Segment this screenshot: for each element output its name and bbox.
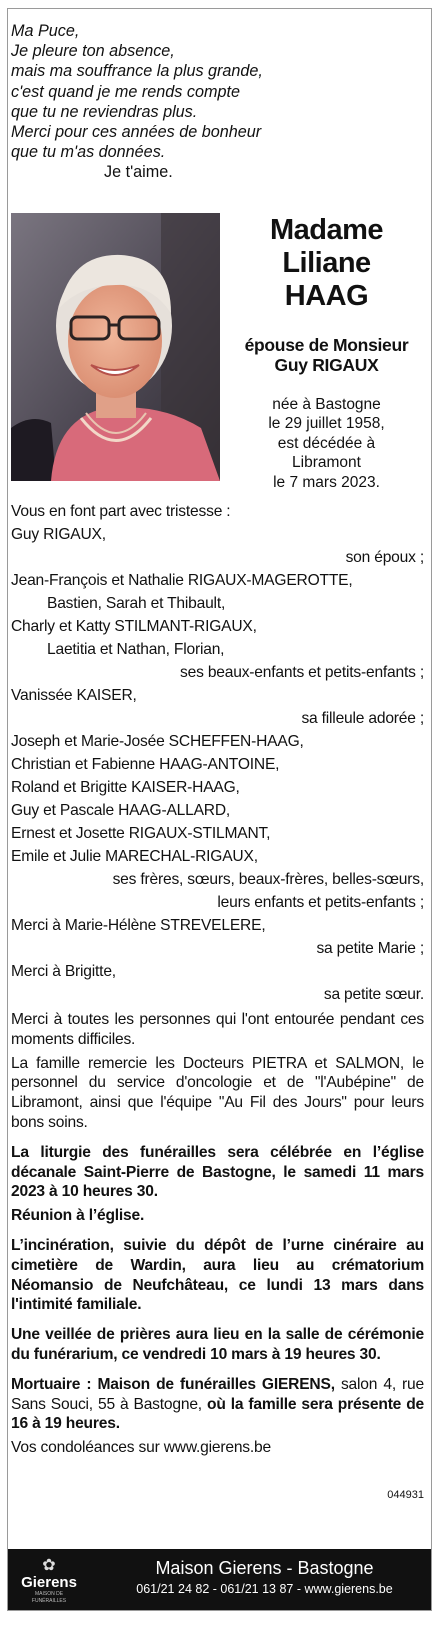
family-line: Vanissée KAISER, bbox=[11, 687, 137, 704]
family-line: Merci à Brigitte, bbox=[11, 963, 116, 980]
flower-icon: ✿ bbox=[42, 1557, 56, 1574]
family-line: sa petite Marie ; bbox=[316, 940, 424, 957]
spouse-info bbox=[228, 335, 425, 375]
birth-line: née à Bastogne bbox=[272, 396, 381, 413]
family-line: ses frères, sœurs, beaux-frères, belles-sœurs, bbox=[112, 871, 424, 888]
portrait-photo bbox=[11, 213, 220, 481]
announcement-intro: Vous en font part avec tristesse : bbox=[11, 503, 231, 520]
birth-line: Libramont bbox=[292, 454, 361, 472]
vigil-paragraph: Une veillée de prières aura lieu en la salle de cérémonie du funérarium, ce vendredi 10 mars à 19 heures 30. bbox=[11, 1326, 424, 1363]
family-line: Guy et Pascale HAAG-ALLARD, bbox=[11, 802, 231, 819]
deceased-last-name: HAAG bbox=[284, 280, 369, 312]
poem-line: que tu ne reviendras plus. bbox=[11, 102, 198, 121]
poem bbox=[11, 21, 426, 183]
family-line: Christian et Fabienne HAAG-ANTOINE, bbox=[11, 756, 280, 773]
deceased-title: Madame bbox=[269, 214, 384, 246]
family-line: Roland et Brigitte KAISER-HAAG, bbox=[11, 779, 240, 796]
spouse-line: épouse de Monsieur bbox=[244, 335, 409, 355]
poem-signature: Je t'aime. bbox=[104, 163, 173, 182]
family-line: Charly et Katty STILMANT-RIGAUX, bbox=[11, 618, 257, 635]
obituary-notice bbox=[7, 8, 432, 1611]
family-line: Ernest et Josette RIGAUX-STILMANT, bbox=[11, 825, 271, 842]
spouse-line: Guy RIGAUX bbox=[274, 355, 379, 375]
poem-line: Merci pour ces années de bonheur bbox=[11, 123, 262, 142]
cremation-paragraph: L’incinération, suivie du dépôt de l’urne cinéraire au cimetière de Wardin, aura lieu au crématorium Néomansio de Neufchâteau, ce lundi 13 mars dans l'intimité familiale. bbox=[11, 1236, 424, 1314]
doctors-thanks-paragraph: La famille remercie les Docteurs PIETRA et SALMON, le personnel du service d'oncologie et de "l'Aubépine" de Libramont, ainsi que l'équipe "Au Fil des Jours" pour leurs bons soins. bbox=[11, 1054, 424, 1131]
logo-wordmark: Gierens bbox=[21, 1574, 77, 1591]
poem-line: c'est quand je me rends compte bbox=[11, 82, 240, 101]
mortuary-hours: où la famille sera présente de 16 à 19 heures. bbox=[11, 1395, 425, 1433]
thanks-paragraph: Merci à toutes les personnes qui l'ont entourée pendant ces moments difficiles. bbox=[11, 1011, 424, 1048]
birth-line: le 7 mars 2023. bbox=[273, 473, 380, 491]
family-list bbox=[11, 523, 424, 1006]
deceased-first-name: Liliane bbox=[282, 247, 371, 279]
poem-line: que tu m'as données. bbox=[11, 143, 166, 162]
footer-contact: 061/21 24 82 - 061/21 13 87 - www.gierens.be bbox=[136, 1582, 393, 1596]
birth-death-info bbox=[228, 395, 425, 492]
mortuary-label: Mortuaire : Maison de funérailles GIERENS, bbox=[11, 1375, 335, 1393]
meeting-paragraph: Réunion à l’église. bbox=[11, 1207, 145, 1225]
family-line: Joseph et Marie-Josée SCHEFFEN-HAAG, bbox=[11, 733, 304, 750]
footer-title: Maison Gierens - Bastogne bbox=[155, 1558, 374, 1578]
mortuary-paragraph bbox=[11, 1375, 424, 1434]
family-line: ses beaux-enfants et petits-enfants ; bbox=[180, 664, 424, 681]
family-line: Guy RIGAUX, bbox=[11, 526, 106, 543]
family-line: Emile et Julie MARECHAL-RIGAUX, bbox=[11, 848, 258, 865]
family-line: leurs enfants et petits-enfants ; bbox=[217, 894, 424, 911]
mortuary-address: salon 4, rue Sans Souci, 55 à Bastogne, bbox=[11, 1375, 424, 1413]
deceased-name-block bbox=[228, 214, 425, 492]
birth-line: le 29 juillet 1958, bbox=[268, 415, 385, 433]
condolences-line: Vos condoléances sur www.gierens.be bbox=[11, 1439, 271, 1457]
poem-line: Ma Puce, bbox=[11, 22, 80, 40]
birth-line: est décédée à bbox=[277, 434, 376, 452]
footer-banner bbox=[8, 1549, 431, 1610]
family-line: Bastien, Sarah et Thibault, bbox=[47, 595, 226, 612]
family-line: Merci à Marie-Hélène STREVELERE, bbox=[11, 917, 266, 934]
family-line: son époux ; bbox=[345, 549, 424, 566]
family-line: Jean-François et Nathalie RIGAUX-MAGEROTTE, bbox=[11, 572, 353, 589]
poem-line: Je pleure ton absence, bbox=[11, 42, 175, 61]
liturgy-paragraph: La liturgie des funérailles sera célébrée en l’église décanale Saint-Pierre de Bastogne, le samedi 11 mars 2023 à 10 heures 30. bbox=[11, 1143, 424, 1201]
family-line: sa petite sœur. bbox=[323, 986, 424, 1003]
family-line: sa filleule adorée ; bbox=[301, 710, 424, 727]
family-line: Laetitia et Nathan, Florian, bbox=[47, 641, 225, 658]
gierens-logo bbox=[18, 1557, 80, 1603]
poem-line: mais ma souffrance la plus grande, bbox=[11, 62, 263, 81]
reference-number: 044931 bbox=[387, 1489, 424, 1501]
announcement-body bbox=[11, 500, 424, 1458]
logo-subtext: MAISON DE FUNÉRAILLES bbox=[31, 1591, 67, 1604]
